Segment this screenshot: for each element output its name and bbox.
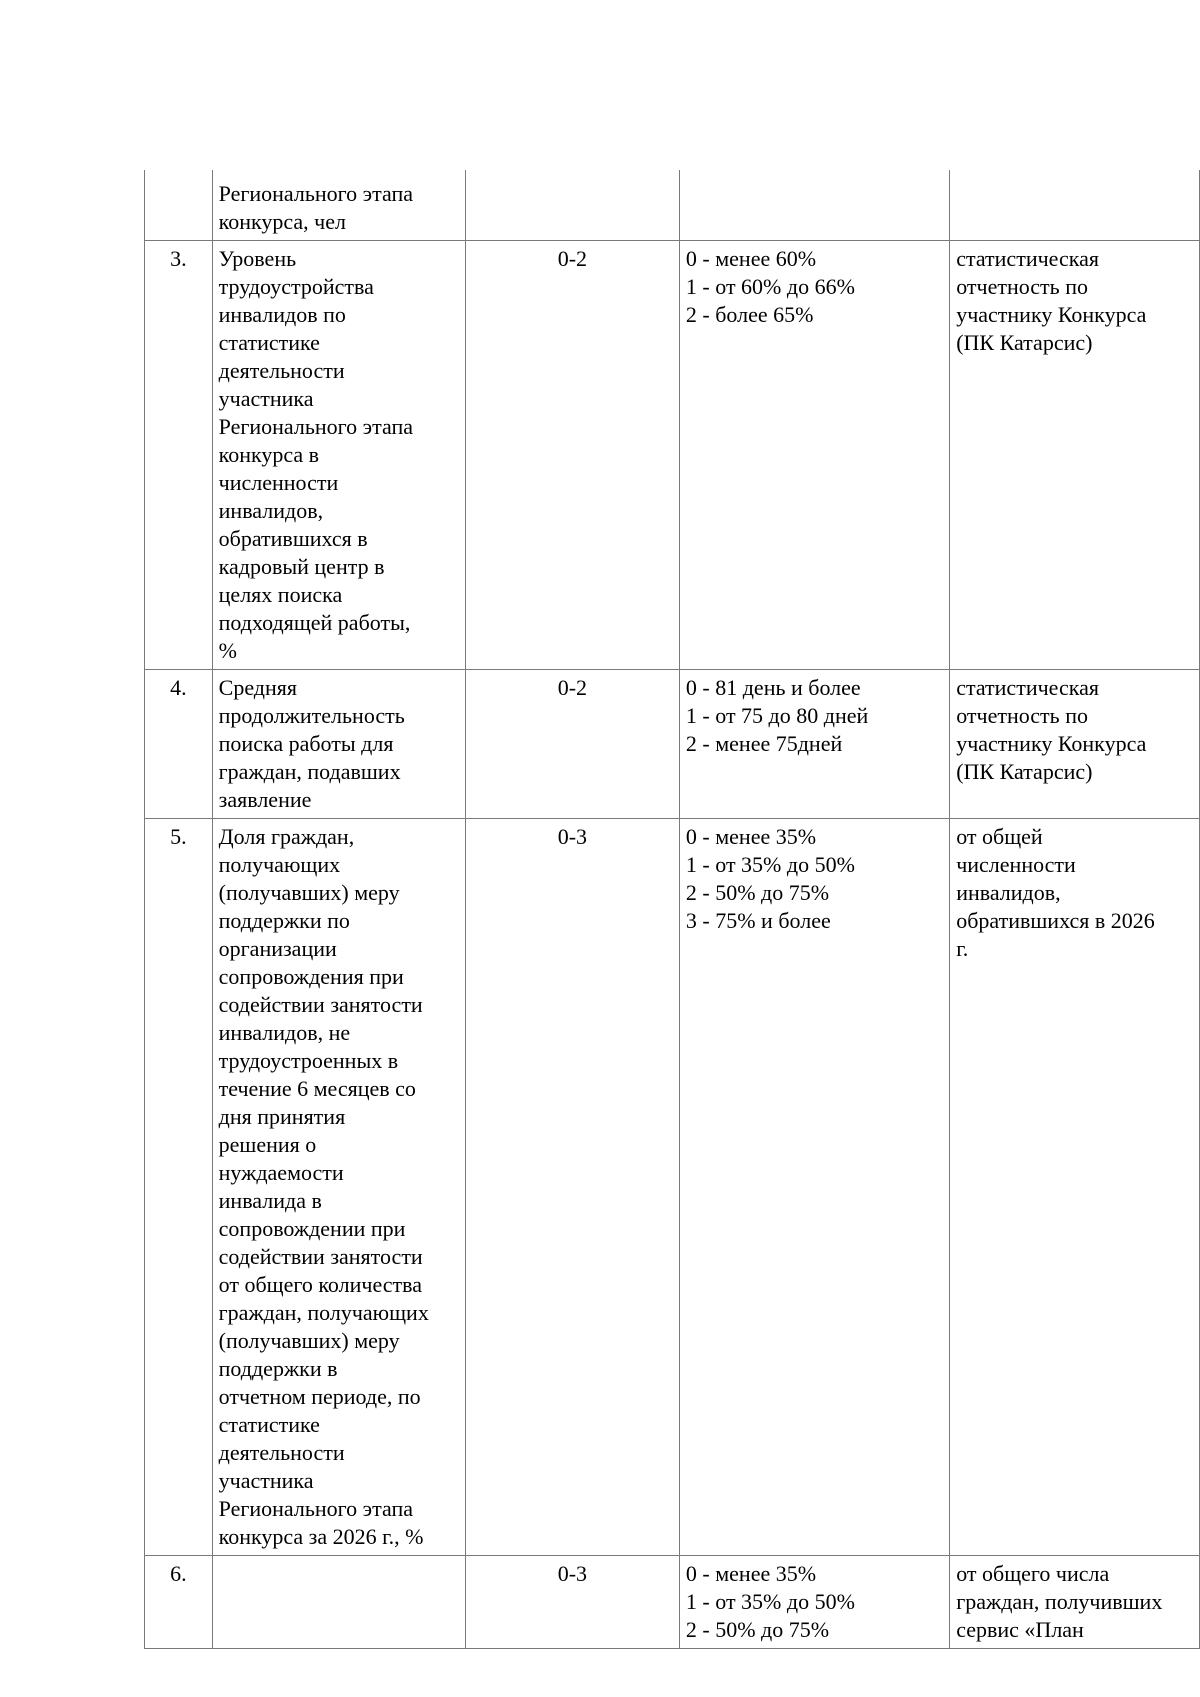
row-number [145, 170, 213, 241]
table-row [145, 241, 1200, 670]
points-cell: 0-3 [465, 819, 679, 1556]
source-cell: статистическая отчетность по участнику Конкурса (ПК Катарсис) [950, 241, 1200, 670]
table-row [145, 670, 1200, 819]
points-cell: 0-3 [465, 1556, 679, 1649]
criteria-cell: 0 - менее 35% 1 - от 35% до 50% 2 - 50% до 75% [679, 1556, 949, 1649]
source-cell: статистическая отчетность по участнику Конкурса (ПК Катарсис) [950, 670, 1200, 819]
table-row [145, 170, 1200, 241]
table-row [145, 1556, 1200, 1649]
criteria-cell: 0 - менее 60% 1 - от 60% до 66% 2 - более 65% [679, 241, 949, 670]
criteria-cell: 0 - менее 35% 1 - от 35% до 50% 2 - 50% до 75% 3 - 75% и более [679, 819, 949, 1556]
source-cell: от общего числа граждан, получивших сервис «План [950, 1556, 1200, 1649]
indicator-cell: Уровень трудоустройства инвалидов по статистике деятельности участника Регионального этапа конкурса в численности инвалидов, обратившихся в кадровый центр в целях поиска подходящей работы, % [212, 241, 465, 670]
indicator-cell [212, 1556, 465, 1649]
table-row [145, 819, 1200, 1556]
row-number: 4. [145, 670, 213, 819]
indicator-cell: Доля граждан, получающих (получавших) меру поддержки по организации сопровождения при содействии занятости инвалидов, не трудоустроенных в течение 6 месяцев со дня принятия решения о нуждаемости инвалида в сопровождении при содействии занятости от общего количества граждан, получающих (получавших) меру поддержки в отчетном периоде, по статистике деятельности участника Регионального этапа конкурса за 2026 г., % [212, 819, 465, 1556]
criteria-cell [679, 170, 949, 241]
row-number: 5. [145, 819, 213, 1556]
points-cell: 0-2 [465, 241, 679, 670]
row-number: 3. [145, 241, 213, 670]
indicator-cell: Средняя продолжительность поиска работы для граждан, подавших заявление [212, 670, 465, 819]
criteria-table [144, 170, 1200, 1649]
criteria-cell: 0 - 81 день и более 1 - от 75 до 80 дней 2 - менее 75дней [679, 670, 949, 819]
points-cell: 0-2 [465, 670, 679, 819]
points-cell [465, 170, 679, 241]
row-number: 6. [145, 1556, 213, 1649]
indicator-cell: Регионального этапа конкурса, чел [212, 170, 465, 241]
source-cell: от общей численности инвалидов, обратившихся в 2026 г. [950, 819, 1200, 1556]
source-cell [950, 170, 1200, 241]
